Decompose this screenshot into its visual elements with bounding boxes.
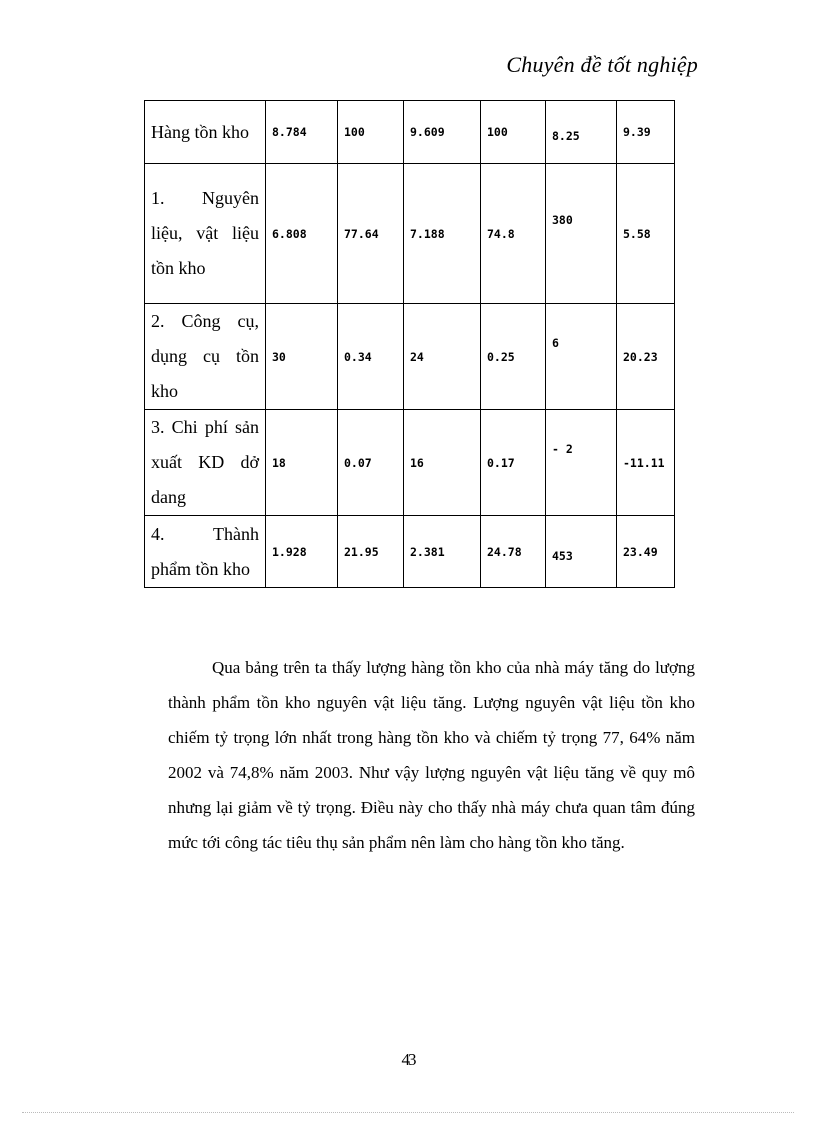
table-cell: 0.17 [481, 410, 546, 516]
table-cell: 24.78 [481, 516, 546, 588]
row-label: 3. Chi phí sản xuất KD dở dang [145, 410, 266, 516]
table-cell: 24 [404, 304, 481, 410]
row-label: 2. Công cụ, dụng cụ tồn kho [145, 304, 266, 410]
page-header-title: Chuyên đề tốt nghiệp [506, 52, 698, 77]
table-cell: 100 [338, 101, 404, 164]
table-cell: 8.25 [546, 101, 617, 164]
inventory-table [144, 100, 675, 588]
table-cell: 21.95 [338, 516, 404, 588]
table-cell: 8.784 [266, 101, 338, 164]
table-cell: 77.64 [338, 164, 404, 304]
table-cell: 6.808 [266, 164, 338, 304]
table-row [145, 101, 675, 164]
row-label: 1. Nguyên liệu, vật liệu tồn kho [145, 164, 266, 304]
row-label: Hàng tồn kho [145, 101, 266, 164]
page-number: 43 [401, 1050, 415, 1069]
table-cell: 2.381 [404, 516, 481, 588]
table-cell: 453 [546, 516, 617, 588]
table-cell: 9.39 [617, 101, 675, 164]
table-cell: 0.07 [338, 410, 404, 516]
bottom-divider [22, 1112, 794, 1113]
table-cell: 30 [266, 304, 338, 410]
table-cell: 100 [481, 101, 546, 164]
table-row [145, 304, 675, 410]
table-cell: 9.609 [404, 101, 481, 164]
table-row [145, 516, 675, 588]
table-cell: 0.25 [481, 304, 546, 410]
row-label: 4. Thành phẩm tồn kho [145, 516, 266, 588]
table-cell: - 2 [546, 410, 617, 516]
table-cell: 380 [546, 164, 617, 304]
table-cell: 1.928 [266, 516, 338, 588]
table-cell: -11.11 [617, 410, 675, 516]
table-cell: 23.49 [617, 516, 675, 588]
table-row [145, 164, 675, 304]
table-cell: 5.58 [617, 164, 675, 304]
table-cell: 18 [266, 410, 338, 516]
body-paragraph [168, 650, 695, 860]
table-cell: 74.8 [481, 164, 546, 304]
table-cell: 0.34 [338, 304, 404, 410]
paragraph-text: Qua bảng trên ta thấy lượng hàng tồn kho của nhà máy tăng do lượng thành phẩm tồn kho nguyên vật liệu tăng. Lượng nguyên vật liệu tồn kho chiếm tỷ trọng lớn nhất trong hàng tồn kho và chiếm tỷ trọng 77, 64% năm 2002 và 74,8% năm 2003. Như vậy lượng nguyên vật liệu tăng về quy mô nhưng lại giảm về tỷ trọng. Điều này cho thấy nhà máy chưa quan tâm đúng mức tới công tác tiêu thụ sản phẩm nên làm cho hàng tồn kho tăng. [168, 658, 695, 852]
table-cell: 20.23 [617, 304, 675, 410]
table-row [145, 410, 675, 516]
table-cell: 7.188 [404, 164, 481, 304]
table-cell: 6 [546, 304, 617, 410]
table-cell: 16 [404, 410, 481, 516]
